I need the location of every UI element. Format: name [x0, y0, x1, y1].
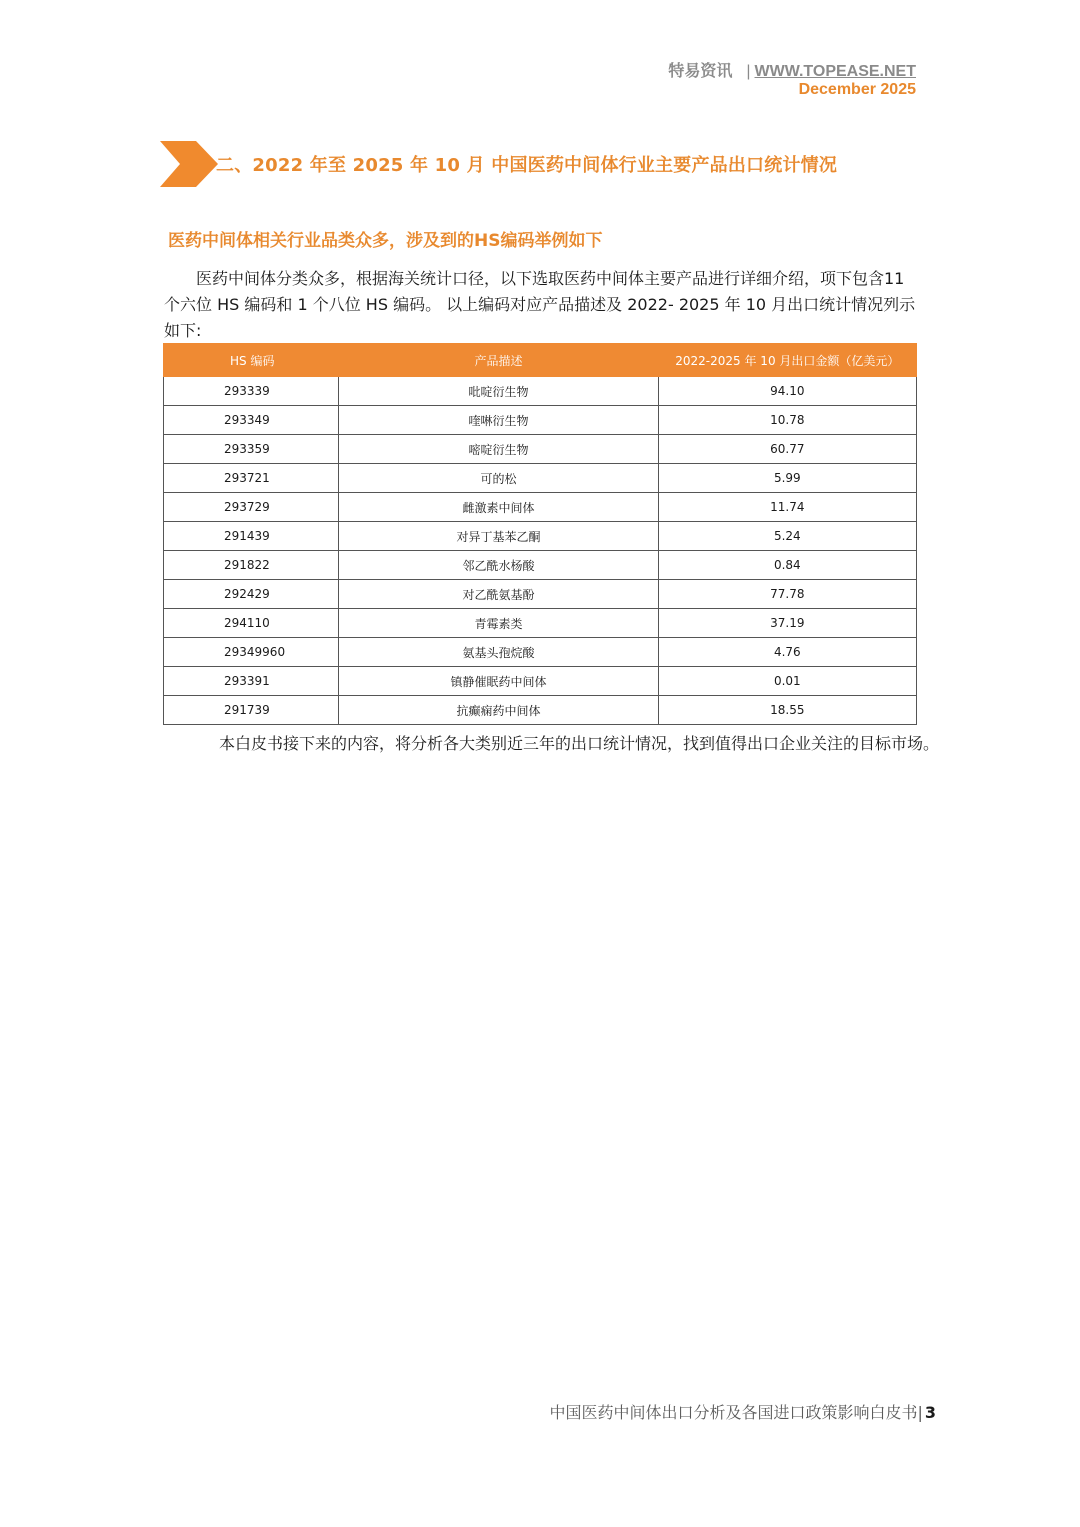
table-row [164, 435, 917, 464]
header-export-amount: 2022-2025 年 10 月出口金额（亿美元） [658, 344, 916, 377]
hs-code-cell: 292429 [164, 580, 339, 609]
product-cell: 嘧啶衍生物 [339, 435, 658, 464]
amount-cell: 0.84 [658, 551, 916, 580]
product-cell: 可的松 [339, 464, 658, 493]
table-row [164, 377, 917, 406]
table-row [164, 667, 917, 696]
header-date: December 2025 [798, 81, 916, 98]
product-cell: 镇静催眠药中间体 [339, 667, 658, 696]
page-number: 3 [924, 1403, 936, 1422]
closing-paragraph: 本白皮书接下来的内容，将分析各大类别近三年的出口统计情况，找到值得出口企业关注的目标市场。 [219, 734, 940, 753]
footer-title: 中国医药中间体出口分析及各国进口政策影响白皮书| [549, 1403, 923, 1422]
site-link[interactable]: WWW.TOPEASE.NET [754, 63, 916, 80]
amount-cell: 18.55 [658, 696, 916, 725]
hs-code-cell: 293339 [164, 377, 339, 406]
section-title: 二、2022 年至 2025 年 10 月 中国医药中间体行业主要产品出口统计情况 [216, 155, 838, 176]
product-cell: 吡啶衍生物 [339, 377, 658, 406]
table-row [164, 406, 917, 435]
hs-code-cell: 293359 [164, 435, 339, 464]
product-cell: 雌激素中间体 [339, 493, 658, 522]
amount-cell: 77.78 [658, 580, 916, 609]
header-product-desc: 产品描述 [339, 344, 658, 377]
hs-code-cell: 29349960 [164, 638, 339, 667]
product-cell: 邻乙酰水杨酸 [339, 551, 658, 580]
subtitle: 医药中间体相关行业品类众多，涉及到的HS编码举例如下 [168, 231, 603, 251]
product-cell: 喹啉衍生物 [339, 406, 658, 435]
amount-cell: 37.19 [658, 609, 916, 638]
hs-code-cell: 293729 [164, 493, 339, 522]
amount-cell: 4.76 [658, 638, 916, 667]
amount-cell: 94.10 [658, 377, 916, 406]
table-row [164, 580, 917, 609]
header-brand [668, 58, 916, 81]
amount-cell: 0.01 [658, 667, 916, 696]
table-row [164, 551, 917, 580]
hs-code-table [163, 343, 917, 725]
table-row [164, 522, 917, 551]
table-header-row [164, 344, 917, 377]
hs-code-cell: 291739 [164, 696, 339, 725]
table-row [164, 609, 917, 638]
chevron-right-icon [160, 139, 218, 189]
hs-code-cell: 291822 [164, 551, 339, 580]
page-footer [549, 1400, 936, 1423]
product-cell: 抗癫痫药中间体 [339, 696, 658, 725]
header-separator: | [746, 63, 751, 80]
hs-code-cell: 294110 [164, 609, 339, 638]
table-row [164, 493, 917, 522]
intro-paragraph [164, 266, 918, 344]
hs-code-cell: 291439 [164, 522, 339, 551]
hs-code-cell: 293349 [164, 406, 339, 435]
intro-text: 医药中间体分类众多，根据海关统计口径，以下选取医药中间体主要产品进行详细介绍，项下包含11个六位 HS 编码和 1 个八位 HS 编码。 以上编码对应产品描述及 2022- 2025 年 10 月出口统计情况列示如下: [164, 269, 916, 340]
table-row [164, 638, 917, 667]
product-cell: 对异丁基苯乙酮 [339, 522, 658, 551]
header-hs-code: HS 编码 [164, 344, 339, 377]
table-row [164, 696, 917, 725]
table-row [164, 464, 917, 493]
amount-cell: 11.74 [658, 493, 916, 522]
product-cell: 氨基头孢烷酸 [339, 638, 658, 667]
product-cell: 对乙酰氨基酚 [339, 580, 658, 609]
hs-code-cell: 293721 [164, 464, 339, 493]
section-heading [160, 138, 837, 190]
amount-cell: 5.24 [658, 522, 916, 551]
amount-cell: 5.99 [658, 464, 916, 493]
brand-name: 特易资讯 [668, 63, 733, 80]
product-cell: 青霉素类 [339, 609, 658, 638]
hs-code-cell: 293391 [164, 667, 339, 696]
amount-cell: 60.77 [658, 435, 916, 464]
amount-cell: 10.78 [658, 406, 916, 435]
